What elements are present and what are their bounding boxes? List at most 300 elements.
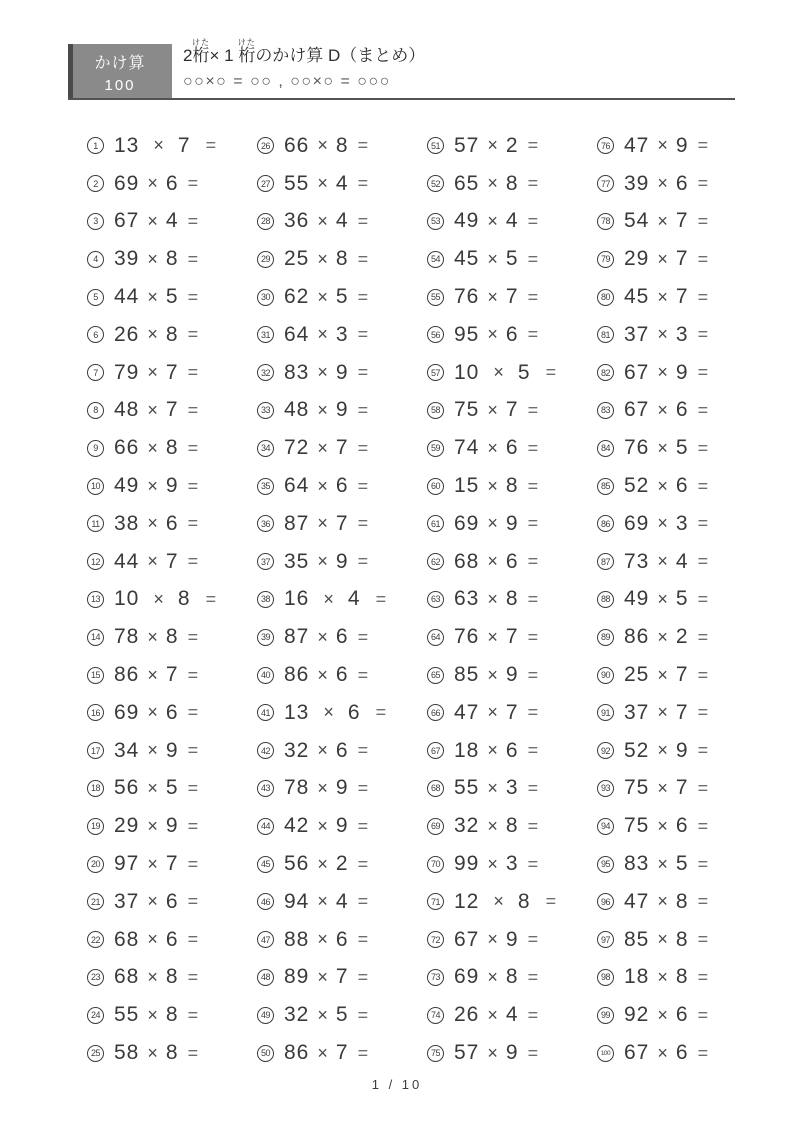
problem-row <box>87 996 257 1034</box>
times-sign: × <box>323 702 334 723</box>
problem-row <box>87 467 257 505</box>
equals-sign: = <box>357 513 369 534</box>
multiplicand: 15 <box>454 474 480 498</box>
title-ruby-2-furigana: けた <box>237 38 256 47</box>
problem-row <box>257 505 427 543</box>
problem-number-badge: 19 <box>87 818 104 835</box>
problem-row <box>597 127 767 165</box>
multiplier: 8 <box>335 247 349 271</box>
equals-sign: = <box>187 702 199 723</box>
equals-sign: = <box>697 815 709 836</box>
equals-sign: = <box>187 210 199 231</box>
problem-number-badge: 50 <box>257 1045 274 1062</box>
times-sign: × <box>147 777 158 798</box>
problem-number-badge: 62 <box>427 553 444 570</box>
multiplier: 7 <box>177 133 191 157</box>
multiplicand: 49 <box>624 587 650 611</box>
multiplicand: 37 <box>624 700 650 724</box>
multiplicand: 52 <box>624 738 650 762</box>
problem-number-badge: 40 <box>257 667 274 684</box>
multiplier: 7 <box>165 663 179 687</box>
problem-number-badge: 85 <box>597 478 614 495</box>
multiplicand: 83 <box>284 360 310 384</box>
times-sign: × <box>657 475 668 496</box>
multiplicand: 12 <box>454 889 480 913</box>
multiplier: 8 <box>165 1041 179 1065</box>
times-sign: × <box>487 1042 498 1063</box>
times-sign: × <box>317 399 328 420</box>
times-sign: × <box>147 399 158 420</box>
multiplier: 9 <box>165 474 179 498</box>
times-sign: × <box>317 135 328 156</box>
equals-sign: = <box>205 588 217 609</box>
problem-number-badge: 2 <box>87 175 104 192</box>
problem-number-badge: 87 <box>597 553 614 570</box>
equals-sign: = <box>697 248 709 269</box>
problem-number-badge: 73 <box>427 969 444 986</box>
multiplier: 6 <box>505 322 519 346</box>
equals-sign: = <box>187 248 199 269</box>
multiplicand: 95 <box>454 322 480 346</box>
problem-row <box>257 127 427 165</box>
problem-number-badge: 6 <box>87 326 104 343</box>
equals-sign: = <box>697 173 709 194</box>
problem-row <box>257 959 427 997</box>
multiplier: 8 <box>675 927 689 951</box>
problem-number-badge: 83 <box>597 402 614 419</box>
multiplicand: 67 <box>624 360 650 384</box>
multiplicand: 67 <box>454 927 480 951</box>
problem-number-badge: 14 <box>87 629 104 646</box>
times-sign: × <box>657 626 668 647</box>
problem-row <box>427 959 597 997</box>
times-sign: × <box>657 551 668 572</box>
times-sign: × <box>317 891 328 912</box>
tab-accent-bar <box>68 44 73 100</box>
problem-row <box>87 770 257 808</box>
multiplicand: 62 <box>284 285 310 309</box>
problem-number-badge: 11 <box>87 515 104 532</box>
title-part-3: のかけ算 D（まとめ） <box>255 46 426 65</box>
times-sign: × <box>657 815 668 836</box>
multiplicand: 42 <box>284 814 310 838</box>
problem-number-badge: 42 <box>257 742 274 759</box>
times-sign: × <box>657 740 668 761</box>
multiplier: 8 <box>335 133 349 157</box>
problem-row <box>597 732 767 770</box>
problem-row <box>427 845 597 883</box>
times-sign: × <box>317 853 328 874</box>
equals-sign: = <box>187 286 199 307</box>
problem-number-badge: 38 <box>257 591 274 608</box>
multiplicand: 13 <box>284 700 310 724</box>
times-sign: × <box>147 248 158 269</box>
problem-number-badge: 49 <box>257 1007 274 1024</box>
multiplier: 6 <box>335 663 349 687</box>
multiplicand: 76 <box>454 625 480 649</box>
equals-sign: = <box>187 815 199 836</box>
times-sign: × <box>487 513 498 534</box>
problem-row <box>257 845 427 883</box>
times-sign: × <box>657 362 668 383</box>
multiplier: 6 <box>347 700 361 724</box>
multiplicand: 16 <box>284 587 310 611</box>
problem-number-badge: 9 <box>87 440 104 457</box>
equals-sign: = <box>545 891 557 912</box>
multiplicand: 45 <box>454 247 480 271</box>
multiplier: 2 <box>675 625 689 649</box>
problem-row <box>597 996 767 1034</box>
times-sign: × <box>487 437 498 458</box>
equals-sign: = <box>357 664 369 685</box>
multiplier: 9 <box>335 398 349 422</box>
problem-row <box>87 1034 257 1072</box>
multiplier: 4 <box>335 209 349 233</box>
times-sign: × <box>147 740 158 761</box>
equals-sign: = <box>527 966 539 987</box>
problem-number-badge: 35 <box>257 478 274 495</box>
problem-row <box>87 656 257 694</box>
multiplicand: 36 <box>284 209 310 233</box>
equals-sign: = <box>187 1004 199 1025</box>
multiplicand: 35 <box>284 549 310 573</box>
equals-sign: = <box>187 853 199 874</box>
multiplicand: 64 <box>284 322 310 346</box>
multiplicand: 69 <box>114 171 140 195</box>
multiplier: 7 <box>165 549 179 573</box>
problems-grid <box>87 127 767 1072</box>
equals-sign: = <box>697 588 709 609</box>
times-sign: × <box>657 1042 668 1063</box>
times-sign: × <box>317 210 328 231</box>
multiplicand: 57 <box>454 1041 480 1065</box>
multiplicand: 88 <box>284 927 310 951</box>
header-divider <box>68 98 735 100</box>
equals-sign: = <box>527 399 539 420</box>
problem-number-badge: 43 <box>257 780 274 797</box>
problem-number-badge: 45 <box>257 856 274 873</box>
problem-number-badge: 52 <box>427 175 444 192</box>
problem-number-badge: 60 <box>427 478 444 495</box>
equals-sign: = <box>187 399 199 420</box>
times-sign: × <box>147 626 158 647</box>
multiplicand: 72 <box>284 436 310 460</box>
problem-row <box>597 278 767 316</box>
multiplicand: 38 <box>114 511 140 535</box>
title-ruby-2 <box>237 38 256 65</box>
multiplier: 7 <box>675 209 689 233</box>
problem-row <box>427 127 597 165</box>
problem-number-badge: 99 <box>597 1007 614 1024</box>
problem-row <box>427 467 597 505</box>
times-sign: × <box>487 777 498 798</box>
multiplier: 3 <box>505 776 519 800</box>
problem-row <box>427 656 597 694</box>
multiplicand: 69 <box>114 700 140 724</box>
times-sign: × <box>153 588 164 609</box>
multiplier: 5 <box>335 285 349 309</box>
times-sign: × <box>657 210 668 231</box>
problem-row <box>257 618 427 656</box>
problem-number-badge: 28 <box>257 213 274 230</box>
equals-sign: = <box>527 324 539 345</box>
multiplicand: 48 <box>114 398 140 422</box>
multiplier: 9 <box>335 549 349 573</box>
times-sign: × <box>487 626 498 647</box>
problem-number-badge: 51 <box>427 137 444 154</box>
problem-number-badge: 41 <box>257 704 274 721</box>
problem-number-badge: 72 <box>427 931 444 948</box>
multiplicand: 78 <box>284 776 310 800</box>
multiplicand: 87 <box>284 625 310 649</box>
problem-number-badge: 86 <box>597 515 614 532</box>
problem-row <box>257 203 427 241</box>
multiplicand: 26 <box>114 322 140 346</box>
problem-row <box>257 429 427 467</box>
multiplier: 7 <box>165 398 179 422</box>
problem-row <box>257 543 427 581</box>
multiplier: 6 <box>165 171 179 195</box>
multiplicand: 49 <box>114 474 140 498</box>
times-sign: × <box>317 777 328 798</box>
multiplier: 2 <box>505 133 519 157</box>
problem-number-badge: 25 <box>87 1045 104 1062</box>
problem-number-badge: 63 <box>427 591 444 608</box>
problem-number-badge: 76 <box>597 137 614 154</box>
multiplicand: 86 <box>624 625 650 649</box>
multiplier: 5 <box>165 285 179 309</box>
times-sign: × <box>657 286 668 307</box>
problem-row <box>257 883 427 921</box>
problem-row <box>427 694 597 732</box>
problem-row <box>257 807 427 845</box>
times-sign: × <box>317 475 328 496</box>
multiplier: 7 <box>675 285 689 309</box>
times-sign: × <box>487 475 498 496</box>
problem-row <box>597 1034 767 1072</box>
problem-row <box>427 505 597 543</box>
problem-number-badge: 71 <box>427 893 444 910</box>
problem-number-badge: 100 <box>597 1045 614 1062</box>
problem-row <box>87 203 257 241</box>
multiplicand: 86 <box>284 663 310 687</box>
equals-sign: = <box>527 248 539 269</box>
problem-number-badge: 4 <box>87 251 104 268</box>
problem-number-badge: 66 <box>427 704 444 721</box>
equals-sign: = <box>527 135 539 156</box>
equals-sign: = <box>697 1004 709 1025</box>
times-sign: × <box>657 702 668 723</box>
multiplier: 4 <box>505 209 519 233</box>
problem-number-badge: 92 <box>597 742 614 759</box>
multiplier: 7 <box>675 776 689 800</box>
equals-sign: = <box>697 929 709 950</box>
multiplicand: 67 <box>624 1041 650 1065</box>
problem-number-badge: 91 <box>597 704 614 721</box>
problem-row <box>597 581 767 619</box>
problem-row <box>597 165 767 203</box>
multiplicand: 87 <box>284 511 310 535</box>
multiplicand: 10 <box>454 360 480 384</box>
multiplicand: 75 <box>624 776 650 800</box>
problem-row <box>427 354 597 392</box>
problem-number-badge: 82 <box>597 364 614 381</box>
times-sign: × <box>147 362 158 383</box>
equals-sign: = <box>357 815 369 836</box>
equals-sign: = <box>357 475 369 496</box>
problem-number-badge: 96 <box>597 893 614 910</box>
problem-row <box>597 921 767 959</box>
multiplier: 8 <box>505 587 519 611</box>
multiplicand: 65 <box>454 171 480 195</box>
problem-number-badge: 74 <box>427 1007 444 1024</box>
problem-number-badge: 15 <box>87 667 104 684</box>
equals-sign: = <box>357 551 369 572</box>
multiplier: 8 <box>165 322 179 346</box>
times-sign: × <box>317 626 328 647</box>
times-sign: × <box>147 929 158 950</box>
problem-number-badge: 57 <box>427 364 444 381</box>
equals-sign: = <box>357 362 369 383</box>
multiplier: 8 <box>177 587 191 611</box>
equals-sign: = <box>357 210 369 231</box>
problem-number-badge: 70 <box>427 856 444 873</box>
problem-row <box>257 316 427 354</box>
problem-number-badge: 5 <box>87 289 104 306</box>
problem-row <box>257 656 427 694</box>
equals-sign: = <box>697 740 709 761</box>
times-sign: × <box>317 324 328 345</box>
equals-sign: = <box>697 362 709 383</box>
problem-number-badge: 68 <box>427 780 444 797</box>
problem-number-badge: 90 <box>597 667 614 684</box>
problem-row <box>87 807 257 845</box>
equals-sign: = <box>187 437 199 458</box>
problem-number-badge: 81 <box>597 326 614 343</box>
equals-sign: = <box>697 1042 709 1063</box>
times-sign: × <box>487 929 498 950</box>
problem-row <box>427 581 597 619</box>
equals-sign: = <box>527 1042 539 1063</box>
multiplicand: 63 <box>454 587 480 611</box>
multiplicand: 79 <box>114 360 140 384</box>
problem-row <box>427 240 597 278</box>
times-sign: × <box>493 891 504 912</box>
multiplier: 7 <box>505 285 519 309</box>
problem-number-badge: 12 <box>87 553 104 570</box>
multiplicand: 78 <box>114 625 140 649</box>
format-hint: ○○×○ = ○○ , ○○×○ = ○○○ <box>183 72 391 90</box>
problem-number-badge: 78 <box>597 213 614 230</box>
problem-number-badge: 32 <box>257 364 274 381</box>
multiplicand: 86 <box>114 663 140 687</box>
equals-sign: = <box>187 513 199 534</box>
equals-sign: = <box>357 626 369 647</box>
equals-sign: = <box>187 740 199 761</box>
multiplier: 6 <box>505 549 519 573</box>
problem-number-badge: 53 <box>427 213 444 230</box>
times-sign: × <box>147 173 158 194</box>
multiplicand: 47 <box>624 133 650 157</box>
multiplier: 3 <box>675 322 689 346</box>
problem-row <box>87 505 257 543</box>
problem-row <box>427 278 597 316</box>
multiplier: 7 <box>165 852 179 876</box>
multiplicand: 92 <box>624 1003 650 1027</box>
title-part-2: × 1 <box>209 46 239 65</box>
multiplicand: 44 <box>114 549 140 573</box>
problem-number-badge: 54 <box>427 251 444 268</box>
times-sign: × <box>657 324 668 345</box>
problem-row <box>257 694 427 732</box>
equals-sign: = <box>357 286 369 307</box>
problem-row <box>597 694 767 732</box>
multiplier: 6 <box>165 700 179 724</box>
multiplier: 9 <box>505 1041 519 1065</box>
problem-number-badge: 22 <box>87 931 104 948</box>
times-sign: × <box>147 475 158 496</box>
equals-sign: = <box>697 437 709 458</box>
times-sign: × <box>147 966 158 987</box>
times-sign: × <box>487 248 498 269</box>
times-sign: × <box>147 513 158 534</box>
problem-number-badge: 33 <box>257 402 274 419</box>
times-sign: × <box>657 437 668 458</box>
equals-sign: = <box>357 173 369 194</box>
problem-number-badge: 46 <box>257 893 274 910</box>
multiplier: 8 <box>517 889 531 913</box>
problem-row <box>257 732 427 770</box>
equals-sign: = <box>187 1042 199 1063</box>
times-sign: × <box>657 966 668 987</box>
times-sign: × <box>147 1004 158 1025</box>
times-sign: × <box>657 248 668 269</box>
multiplier: 7 <box>505 625 519 649</box>
problem-row <box>597 240 767 278</box>
multiplier: 5 <box>335 1003 349 1027</box>
problem-number-badge: 23 <box>87 969 104 986</box>
equals-sign: = <box>697 626 709 647</box>
multiplier: 6 <box>675 1041 689 1065</box>
multiplicand: 85 <box>624 927 650 951</box>
multiplicand: 37 <box>624 322 650 346</box>
equals-sign: = <box>187 777 199 798</box>
problem-number-badge: 20 <box>87 856 104 873</box>
multiplier: 4 <box>165 209 179 233</box>
times-sign: × <box>147 664 158 685</box>
times-sign: × <box>317 929 328 950</box>
multiplicand: 57 <box>454 133 480 157</box>
multiplier: 6 <box>335 625 349 649</box>
problem-row <box>87 240 257 278</box>
problem-number-badge: 1 <box>87 137 104 154</box>
problem-row <box>257 770 427 808</box>
problem-row <box>87 316 257 354</box>
multiplier: 8 <box>505 171 519 195</box>
problem-row <box>427 429 597 467</box>
multiplier: 9 <box>335 360 349 384</box>
multiplier: 7 <box>335 1041 349 1065</box>
problem-row <box>87 732 257 770</box>
equals-sign: = <box>527 588 539 609</box>
multiplicand: 32 <box>284 738 310 762</box>
multiplicand: 32 <box>454 814 480 838</box>
multiplier: 7 <box>675 247 689 271</box>
title-ruby-1-base: 桁 <box>191 46 210 65</box>
problem-row <box>87 392 257 430</box>
problem-row <box>257 354 427 392</box>
multiplicand: 89 <box>284 965 310 989</box>
